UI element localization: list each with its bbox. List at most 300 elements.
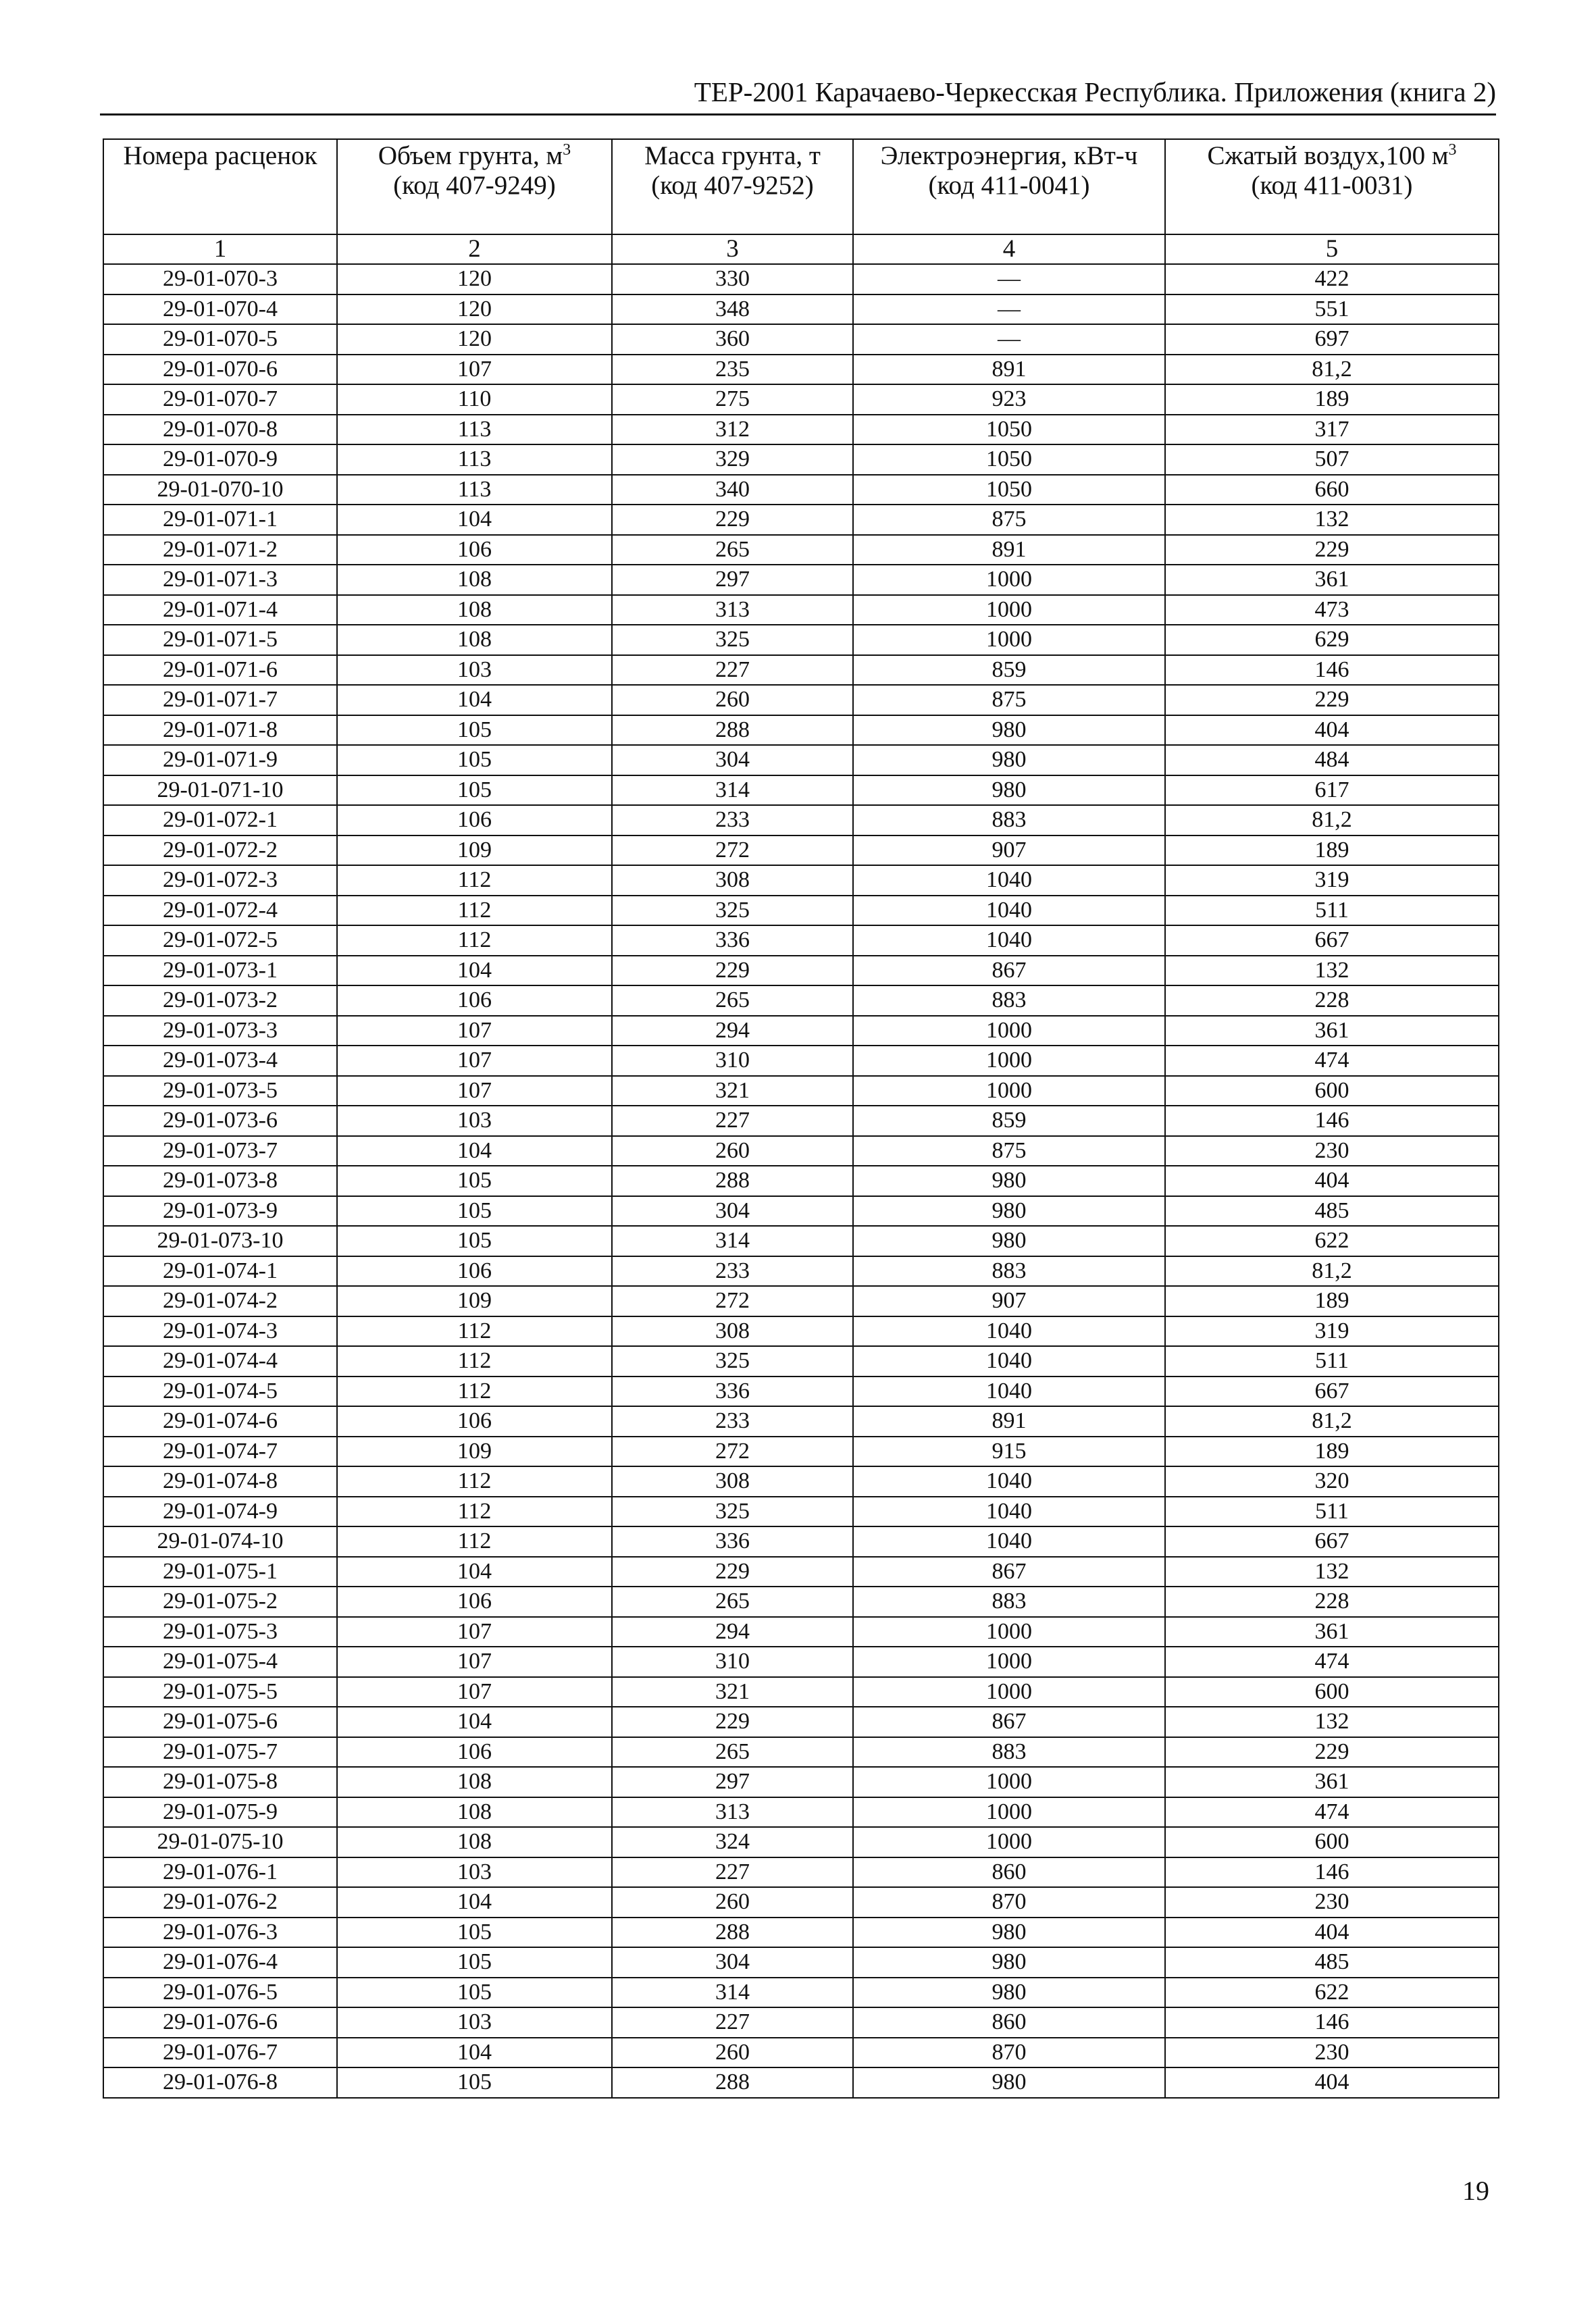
soil-mass-cell: 265 [612, 535, 853, 565]
compressed-air-cell: 511 [1165, 1346, 1499, 1377]
compressed-air-cell: 189 [1165, 1437, 1499, 1467]
table-row [103, 1918, 1499, 1948]
table-row [103, 625, 1499, 655]
compressed-air-cell: 511 [1165, 896, 1499, 926]
column-number: 2 [337, 234, 612, 264]
soil-volume-cell: 103 [337, 1857, 612, 1888]
rate-number-cell: 29-01-071-8 [103, 715, 337, 746]
electricity-cell: 1040 [853, 1377, 1165, 1407]
compressed-air-cell: 230 [1165, 1136, 1499, 1166]
soil-volume-cell: 108 [337, 565, 612, 595]
compressed-air-cell: 404 [1165, 715, 1499, 746]
soil-mass-cell: 229 [612, 956, 853, 986]
soil-volume-cell: 105 [337, 715, 612, 746]
electricity-cell: 875 [853, 505, 1165, 535]
rate-number-cell: 29-01-070-8 [103, 415, 337, 445]
electricity-cell: 980 [853, 775, 1165, 806]
electricity-cell: 870 [853, 2038, 1165, 2068]
table-row [103, 685, 1499, 715]
soil-mass-cell: 288 [612, 1918, 853, 1948]
rate-number-cell: 29-01-071-10 [103, 775, 337, 806]
table-row [103, 475, 1499, 505]
table-row [103, 1647, 1499, 1677]
soil-volume-cell: 112 [337, 1526, 612, 1557]
soil-mass-cell: 233 [612, 805, 853, 835]
rate-number-cell: 29-01-070-10 [103, 475, 337, 505]
soil-mass-cell: 233 [612, 1406, 853, 1437]
electricity-cell: 1050 [853, 444, 1165, 475]
rate-number-cell: 29-01-074-3 [103, 1316, 337, 1347]
table-row [103, 1707, 1499, 1737]
soil-mass-cell: 325 [612, 896, 853, 926]
compressed-air-cell: 617 [1165, 775, 1499, 806]
soil-mass-cell: 304 [612, 1947, 853, 1978]
rate-number-cell: 29-01-070-6 [103, 355, 337, 385]
electricity-cell: 859 [853, 655, 1165, 686]
table-row [103, 505, 1499, 535]
compressed-air-cell: 474 [1165, 1647, 1499, 1677]
compressed-air-cell: 320 [1165, 1466, 1499, 1497]
electricity-cell: 1000 [853, 1046, 1165, 1076]
compressed-air-cell: 667 [1165, 925, 1499, 956]
electricity-cell: 1040 [853, 1526, 1165, 1557]
soil-volume-cell: 108 [337, 1827, 612, 1857]
rate-number-cell: 29-01-073-1 [103, 956, 337, 986]
soil-mass-cell: 308 [612, 1316, 853, 1347]
table-row [103, 1106, 1499, 1136]
compressed-air-cell: 132 [1165, 956, 1499, 986]
soil-volume-cell: 104 [337, 505, 612, 535]
table-row [103, 985, 1499, 1016]
compressed-air-cell: 622 [1165, 1978, 1499, 2008]
compressed-air-cell: 361 [1165, 1617, 1499, 1647]
soil-volume-cell: 107 [337, 1677, 612, 1707]
soil-mass-cell: 227 [612, 1857, 853, 1888]
column-header-compressed-air: Сжатый воздух,100 $м^3$ (код 411-0031) [1165, 139, 1499, 234]
soil-volume-cell: 105 [337, 1226, 612, 1256]
electricity-cell: 883 [853, 1737, 1165, 1768]
soil-mass-cell: 260 [612, 1136, 853, 1166]
table-row [103, 264, 1499, 294]
electricity-cell: — [853, 324, 1165, 355]
soil-mass-cell: 314 [612, 775, 853, 806]
table-row [103, 1677, 1499, 1707]
electricity-cell: 1000 [853, 565, 1165, 595]
soil-mass-cell: 265 [612, 1587, 853, 1617]
soil-volume-cell: 108 [337, 1767, 612, 1797]
electricity-cell: 883 [853, 1256, 1165, 1287]
table-row [103, 1827, 1499, 1857]
page-number: 19 [1462, 2176, 1489, 2206]
compressed-air-cell: 189 [1165, 835, 1499, 866]
resource-rates-table [103, 138, 1499, 2099]
table-header-row [103, 139, 1499, 234]
rate-number-cell: 29-01-073-7 [103, 1136, 337, 1166]
soil-volume-cell: 112 [337, 1316, 612, 1347]
table-row [103, 655, 1499, 686]
electricity-cell: 875 [853, 685, 1165, 715]
table-row [103, 1466, 1499, 1497]
electricity-cell: 883 [853, 1587, 1165, 1617]
rate-number-cell: 29-01-073-2 [103, 985, 337, 1016]
electricity-cell: 1000 [853, 1767, 1165, 1797]
table-row [103, 1887, 1499, 1918]
rate-number-cell: 29-01-075-8 [103, 1767, 337, 1797]
rate-number-cell: 29-01-076-8 [103, 2067, 337, 2098]
table-row [103, 1076, 1499, 1106]
compressed-air-cell: 485 [1165, 1947, 1499, 1978]
table-row [103, 1767, 1499, 1797]
compressed-air-cell: 81,2 [1165, 355, 1499, 385]
rate-number-cell: 29-01-075-10 [103, 1827, 337, 1857]
electricity-cell: 980 [853, 2067, 1165, 2098]
compressed-air-cell: 361 [1165, 565, 1499, 595]
rate-number-cell: 29-01-071-4 [103, 595, 337, 625]
soil-mass-cell: 360 [612, 324, 853, 355]
rate-number-cell: 29-01-074-8 [103, 1466, 337, 1497]
soil-mass-cell: 314 [612, 1226, 853, 1256]
rate-number-cell: 29-01-074-9 [103, 1497, 337, 1527]
electricity-cell: 980 [853, 1918, 1165, 1948]
electricity-cell: 980 [853, 1978, 1165, 2008]
compressed-air-cell: 132 [1165, 1707, 1499, 1737]
soil-mass-cell: 260 [612, 1887, 853, 1918]
soil-volume-cell: 105 [337, 1978, 612, 2008]
table-row [103, 1978, 1499, 2008]
soil-mass-cell: 348 [612, 294, 853, 325]
soil-volume-cell: 104 [337, 1136, 612, 1166]
column-number: 4 [853, 234, 1165, 264]
electricity-cell: 883 [853, 805, 1165, 835]
compressed-air-cell: 361 [1165, 1016, 1499, 1046]
compressed-air-cell: 474 [1165, 1797, 1499, 1828]
table-row [103, 1136, 1499, 1166]
rate-number-cell: 29-01-071-3 [103, 565, 337, 595]
soil-volume-cell: 107 [337, 355, 612, 385]
soil-mass-cell: 275 [612, 384, 853, 415]
soil-volume-cell: 106 [337, 1587, 612, 1617]
soil-volume-cell: 109 [337, 1286, 612, 1316]
rate-number-cell: 29-01-074-10 [103, 1526, 337, 1557]
soil-volume-cell: 112 [337, 1466, 612, 1497]
compressed-air-cell: 507 [1165, 444, 1499, 475]
rate-number-cell: 29-01-074-4 [103, 1346, 337, 1377]
rate-number-cell: 29-01-070-3 [103, 264, 337, 294]
rate-number-cell: 29-01-074-2 [103, 1286, 337, 1316]
table-row [103, 1797, 1499, 1828]
soil-mass-cell: 310 [612, 1046, 853, 1076]
soil-mass-cell: 308 [612, 865, 853, 896]
rate-number-cell: 29-01-073-6 [103, 1106, 337, 1136]
rate-number-cell: 29-01-073-10 [103, 1226, 337, 1256]
electricity-cell: 907 [853, 835, 1165, 866]
soil-volume-cell: 104 [337, 1707, 612, 1737]
compressed-air-cell: 474 [1165, 1046, 1499, 1076]
soil-volume-cell: 106 [337, 805, 612, 835]
compressed-air-cell: 629 [1165, 625, 1499, 655]
soil-volume-cell: 104 [337, 956, 612, 986]
electricity-cell: 1040 [853, 1346, 1165, 1377]
compressed-air-cell: 146 [1165, 655, 1499, 686]
electricity-cell: 891 [853, 355, 1165, 385]
table-row [103, 1377, 1499, 1407]
rate-number-cell: 29-01-075-9 [103, 1797, 337, 1828]
compressed-air-cell: 361 [1165, 1767, 1499, 1797]
rate-number-cell: 29-01-075-6 [103, 1707, 337, 1737]
soil-volume-cell: 105 [337, 745, 612, 775]
soil-mass-cell: 321 [612, 1677, 853, 1707]
column-header-soil-mass: Масса грунта, т (код 407-9252) [612, 139, 853, 234]
soil-mass-cell: 336 [612, 925, 853, 956]
electricity-cell: 867 [853, 1707, 1165, 1737]
soil-mass-cell: 227 [612, 2007, 853, 2038]
compressed-air-cell: 667 [1165, 1526, 1499, 1557]
table-row [103, 294, 1499, 325]
table-row [103, 595, 1499, 625]
electricity-cell: 883 [853, 985, 1165, 1016]
soil-volume-cell: 105 [337, 775, 612, 806]
table-row [103, 1196, 1499, 1227]
rate-number-cell: 29-01-075-7 [103, 1737, 337, 1768]
table-row [103, 1256, 1499, 1287]
rate-number-cell: 29-01-076-3 [103, 1918, 337, 1948]
electricity-cell: 1040 [853, 1316, 1165, 1347]
soil-mass-cell: 229 [612, 1557, 853, 1587]
compressed-air-cell: 697 [1165, 324, 1499, 355]
soil-volume-cell: 120 [337, 294, 612, 325]
soil-mass-cell: 325 [612, 1497, 853, 1527]
table-row [103, 1286, 1499, 1316]
electricity-cell: 980 [853, 715, 1165, 746]
compressed-air-cell: 81,2 [1165, 1406, 1499, 1437]
table-row [103, 1166, 1499, 1196]
soil-volume-cell: 106 [337, 1737, 612, 1768]
soil-volume-cell: 104 [337, 1887, 612, 1918]
table-row [103, 1437, 1499, 1467]
soil-mass-cell: 288 [612, 2067, 853, 2098]
soil-mass-cell: 227 [612, 655, 853, 686]
rate-number-cell: 29-01-072-4 [103, 896, 337, 926]
soil-volume-cell: 105 [337, 1166, 612, 1196]
electricity-cell: 891 [853, 535, 1165, 565]
soil-volume-cell: 113 [337, 444, 612, 475]
table-row [103, 1497, 1499, 1527]
rate-number-cell: 29-01-071-6 [103, 655, 337, 686]
table-row [103, 1587, 1499, 1617]
soil-mass-cell: 329 [612, 444, 853, 475]
soil-volume-cell: 112 [337, 1497, 612, 1527]
compressed-air-cell: 511 [1165, 1497, 1499, 1527]
table-row [103, 324, 1499, 355]
soil-mass-cell: 260 [612, 685, 853, 715]
soil-volume-cell: 107 [337, 1617, 612, 1647]
soil-volume-cell: 103 [337, 2007, 612, 2038]
electricity-cell: 1040 [853, 865, 1165, 896]
soil-mass-cell: 336 [612, 1377, 853, 1407]
soil-mass-cell: 340 [612, 475, 853, 505]
soil-mass-cell: 288 [612, 1166, 853, 1196]
soil-volume-cell: 107 [337, 1046, 612, 1076]
electricity-cell: 1040 [853, 896, 1165, 926]
soil-volume-cell: 105 [337, 1947, 612, 1978]
soil-mass-cell: 313 [612, 595, 853, 625]
rate-number-cell: 29-01-070-9 [103, 444, 337, 475]
soil-mass-cell: 294 [612, 1016, 853, 1046]
electricity-cell: 1050 [853, 475, 1165, 505]
electricity-cell: 915 [853, 1437, 1165, 1467]
electricity-cell: 980 [853, 1166, 1165, 1196]
rate-number-cell: 29-01-073-8 [103, 1166, 337, 1196]
soil-volume-cell: 106 [337, 1406, 612, 1437]
compressed-air-cell: 404 [1165, 1166, 1499, 1196]
table-row [103, 1406, 1499, 1437]
soil-mass-cell: 312 [612, 415, 853, 445]
table-row [103, 1557, 1499, 1587]
table-row [103, 1526, 1499, 1557]
electricity-cell: — [853, 294, 1165, 325]
soil-volume-cell: 112 [337, 1377, 612, 1407]
column-header-rate-number: Номера расценок [103, 139, 337, 234]
table-row [103, 444, 1499, 475]
compressed-air-cell: 404 [1165, 2067, 1499, 2098]
soil-mass-cell: 229 [612, 1707, 853, 1737]
soil-volume-cell: 106 [337, 535, 612, 565]
soil-volume-cell: 106 [337, 1256, 612, 1287]
soil-volume-cell: 108 [337, 595, 612, 625]
soil-volume-cell: 105 [337, 1918, 612, 1948]
table-row [103, 1737, 1499, 1768]
rate-number-cell: 29-01-075-4 [103, 1647, 337, 1677]
rate-number-cell: 29-01-073-5 [103, 1076, 337, 1106]
compressed-air-cell: 229 [1165, 535, 1499, 565]
soil-mass-cell: 313 [612, 1797, 853, 1828]
rate-number-cell: 29-01-071-9 [103, 745, 337, 775]
table-row [103, 415, 1499, 445]
electricity-cell: 891 [853, 1406, 1165, 1437]
soil-volume-cell: 112 [337, 1346, 612, 1377]
compressed-air-cell: 146 [1165, 1106, 1499, 1136]
rate-number-cell: 29-01-076-1 [103, 1857, 337, 1888]
soil-volume-cell: 120 [337, 324, 612, 355]
soil-mass-cell: 330 [612, 264, 853, 294]
electricity-cell: 1050 [853, 415, 1165, 445]
compressed-air-cell: 81,2 [1165, 1256, 1499, 1287]
electricity-cell: 867 [853, 1557, 1165, 1587]
electricity-cell: 907 [853, 1286, 1165, 1316]
table-row [103, 715, 1499, 746]
electricity-cell: 1000 [853, 1797, 1165, 1828]
soil-mass-cell: 272 [612, 1286, 853, 1316]
soil-volume-cell: 112 [337, 896, 612, 926]
soil-volume-cell: 104 [337, 2038, 612, 2068]
electricity-cell: 923 [853, 384, 1165, 415]
electricity-cell: 1040 [853, 1497, 1165, 1527]
soil-volume-cell: 120 [337, 264, 612, 294]
compressed-air-cell: 230 [1165, 1887, 1499, 1918]
rate-number-cell: 29-01-072-3 [103, 865, 337, 896]
soil-volume-cell: 113 [337, 475, 612, 505]
soil-mass-cell: 260 [612, 2038, 853, 2068]
table-row [103, 1617, 1499, 1647]
electricity-cell: 1000 [853, 1827, 1165, 1857]
table-row [103, 1226, 1499, 1256]
table-row [103, 1316, 1499, 1347]
column-header-electricity: Электроэнергия, кВт-ч (код 411-0041) [853, 139, 1165, 234]
compressed-air-cell: 484 [1165, 745, 1499, 775]
electricity-cell: 1000 [853, 625, 1165, 655]
compressed-air-cell: 600 [1165, 1827, 1499, 1857]
compressed-air-cell: 600 [1165, 1076, 1499, 1106]
table-row [103, 896, 1499, 926]
electricity-cell: 980 [853, 1947, 1165, 1978]
soil-mass-cell: 235 [612, 355, 853, 385]
header-divider [100, 113, 1496, 115]
electricity-cell: 860 [853, 1857, 1165, 1888]
rate-number-cell: 29-01-074-7 [103, 1437, 337, 1467]
electricity-cell: 1000 [853, 1617, 1165, 1647]
compressed-air-cell: 422 [1165, 264, 1499, 294]
soil-volume-cell: 109 [337, 835, 612, 866]
soil-mass-cell: 265 [612, 985, 853, 1016]
soil-mass-cell: 324 [612, 1827, 853, 1857]
soil-mass-cell: 272 [612, 1437, 853, 1467]
electricity-cell: 867 [853, 956, 1165, 986]
rate-number-cell: 29-01-070-7 [103, 384, 337, 415]
electricity-cell: 870 [853, 1887, 1165, 1918]
electricity-cell: 1000 [853, 1647, 1165, 1677]
column-number: 1 [103, 234, 337, 264]
table-row [103, 2007, 1499, 2038]
compressed-air-cell: 228 [1165, 985, 1499, 1016]
soil-volume-cell: 103 [337, 1106, 612, 1136]
electricity-cell: — [853, 264, 1165, 294]
table-row [103, 535, 1499, 565]
rate-number-cell: 29-01-075-5 [103, 1677, 337, 1707]
compressed-air-cell: 622 [1165, 1226, 1499, 1256]
compressed-air-cell: 189 [1165, 384, 1499, 415]
compressed-air-cell: 230 [1165, 2038, 1499, 2068]
soil-mass-cell: 272 [612, 835, 853, 866]
column-number: 3 [612, 234, 853, 264]
soil-volume-cell: 104 [337, 1557, 612, 1587]
soil-mass-cell: 227 [612, 1106, 853, 1136]
rate-number-cell: 29-01-070-4 [103, 294, 337, 325]
soil-mass-cell: 304 [612, 745, 853, 775]
table-row [103, 745, 1499, 775]
table-row [103, 835, 1499, 866]
soil-volume-cell: 105 [337, 1196, 612, 1227]
electricity-cell: 860 [853, 2007, 1165, 2038]
soil-mass-cell: 297 [612, 1767, 853, 1797]
compressed-air-cell: 667 [1165, 1377, 1499, 1407]
rate-number-cell: 29-01-074-6 [103, 1406, 337, 1437]
soil-volume-cell: 112 [337, 865, 612, 896]
soil-volume-cell: 104 [337, 685, 612, 715]
table-row [103, 956, 1499, 986]
soil-volume-cell: 105 [337, 2067, 612, 2098]
soil-mass-cell: 325 [612, 1346, 853, 1377]
soil-volume-cell: 113 [337, 415, 612, 445]
rate-number-cell: 29-01-070-5 [103, 324, 337, 355]
electricity-cell: 1000 [853, 1016, 1165, 1046]
rate-number-cell: 29-01-076-6 [103, 2007, 337, 2038]
rate-number-cell: 29-01-075-1 [103, 1557, 337, 1587]
electricity-cell: 1000 [853, 595, 1165, 625]
table-row [103, 355, 1499, 385]
soil-mass-cell: 310 [612, 1647, 853, 1677]
table-row [103, 565, 1499, 595]
electricity-cell: 1000 [853, 1677, 1165, 1707]
